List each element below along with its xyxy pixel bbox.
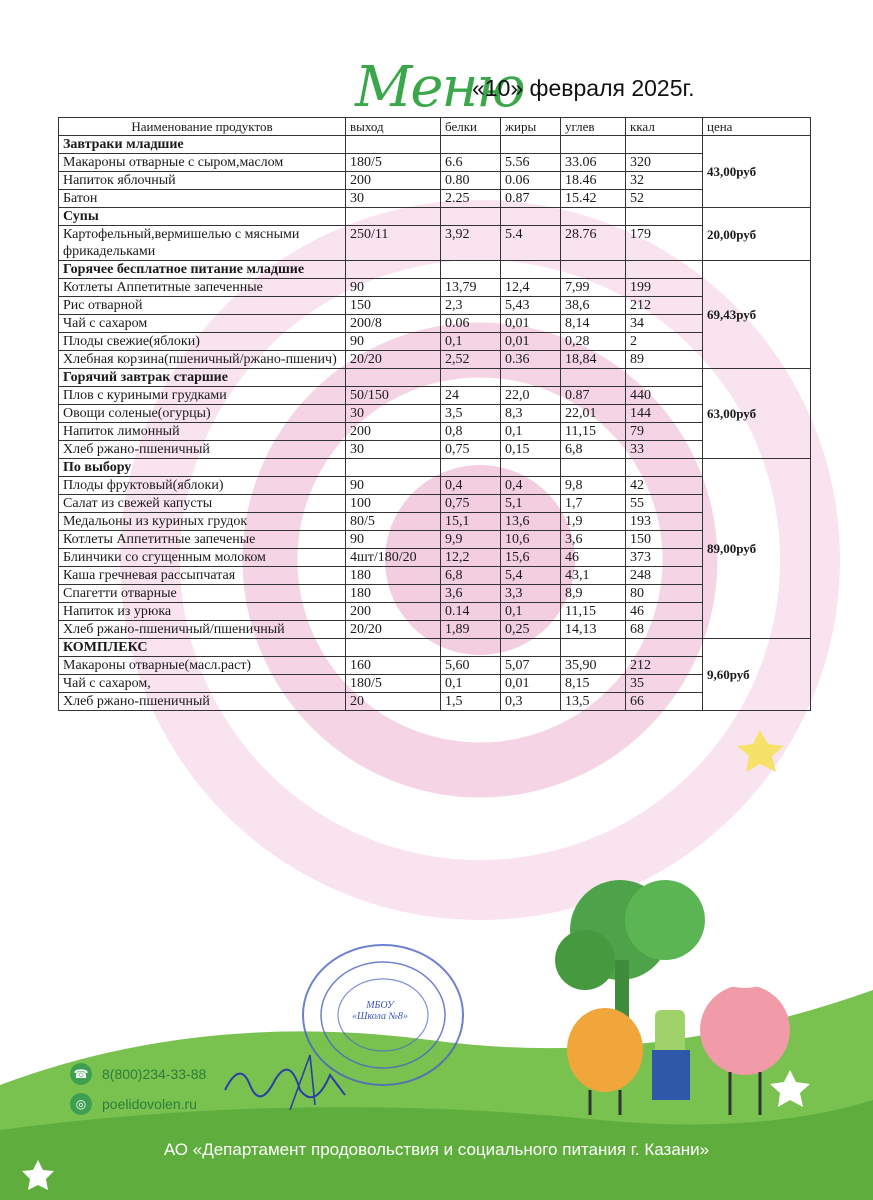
item-f: 10,6	[501, 531, 561, 549]
item-c: 3,6	[561, 531, 626, 549]
item-c: 8,15	[561, 675, 626, 693]
item-p: 0,1	[441, 675, 501, 693]
stamp-text	[340, 1000, 420, 1022]
col-header-name: Наименование продуктов	[59, 118, 346, 136]
menu-title: Меню	[355, 55, 524, 120]
item-name: Макароны отварные(масл.раст)	[59, 657, 346, 675]
menu-item-row	[59, 190, 811, 208]
item-name: Рис отварной	[59, 297, 346, 315]
item-p: 1,89	[441, 621, 501, 639]
stamp-line-2: «Школа №8»	[352, 1011, 408, 1022]
item-f: 0,4	[501, 477, 561, 495]
menu-item-row	[59, 693, 811, 711]
item-f: 0,01	[501, 333, 561, 351]
item-f: 5,43	[501, 297, 561, 315]
item-c: 1,7	[561, 495, 626, 513]
item-k: 32	[626, 172, 703, 190]
menu-item-row	[59, 441, 811, 459]
menu-item-row	[59, 297, 811, 315]
item-k: 2	[626, 333, 703, 351]
item-c: 43,1	[561, 567, 626, 585]
phone-contact[interactable]	[70, 1063, 206, 1085]
item-p: 2,52	[441, 351, 501, 369]
section-title: Горячее бесплатное питание младшие	[59, 261, 346, 279]
item-out: 80/5	[346, 513, 441, 531]
item-name: Котлеты Аппетитные запеченные	[59, 279, 346, 297]
item-k: 320	[626, 154, 703, 172]
item-k: 373	[626, 549, 703, 567]
item-name: Плоды фруктовый(яблоки)	[59, 477, 346, 495]
item-p: 0,75	[441, 495, 501, 513]
item-k: 193	[626, 513, 703, 531]
item-c: 8,14	[561, 315, 626, 333]
menu-item-row	[59, 226, 811, 261]
section-row	[59, 136, 811, 154]
menu-item-row	[59, 549, 811, 567]
item-f: 0,01	[501, 675, 561, 693]
item-f: 22,0	[501, 387, 561, 405]
section-row	[59, 261, 811, 279]
menu-item-row	[59, 423, 811, 441]
item-out: 200	[346, 172, 441, 190]
item-k: 66	[626, 693, 703, 711]
menu-item-row	[59, 279, 811, 297]
section-price: 69,43руб	[703, 261, 811, 369]
item-f: 5.4	[501, 226, 561, 261]
item-p: 0,8	[441, 423, 501, 441]
item-k: 212	[626, 657, 703, 675]
item-k: 144	[626, 405, 703, 423]
item-out: 100	[346, 495, 441, 513]
item-k: 55	[626, 495, 703, 513]
section-row	[59, 459, 811, 477]
item-c: 46	[561, 549, 626, 567]
item-c: 33.06	[561, 154, 626, 172]
item-c: 18.46	[561, 172, 626, 190]
item-f: 0.36	[501, 351, 561, 369]
item-k: 42	[626, 477, 703, 495]
item-name: Блинчики со сгущенным молоком	[59, 549, 346, 567]
item-k: 179	[626, 226, 703, 261]
item-name: Картофельный,вермишелью с мясными фрикадельками	[59, 226, 346, 261]
item-out: 180	[346, 585, 441, 603]
item-out: 180/5	[346, 154, 441, 172]
item-name: Чай с сахаром	[59, 315, 346, 333]
item-p: 15,1	[441, 513, 501, 531]
item-name: Чай с сахаром,	[59, 675, 346, 693]
item-c: 13,5	[561, 693, 626, 711]
website-link: poelidovolen.ru	[102, 1096, 197, 1112]
item-c: 11,15	[561, 423, 626, 441]
item-p: 0,4	[441, 477, 501, 495]
item-p: 24	[441, 387, 501, 405]
menu-item-row	[59, 675, 811, 693]
item-f: 0,1	[501, 423, 561, 441]
item-k: 52	[626, 190, 703, 208]
item-c: 18,84	[561, 351, 626, 369]
section-title: Завтраки младшие	[59, 136, 346, 154]
item-name: Каша гречневая рассыпчатая	[59, 567, 346, 585]
item-out: 180	[346, 567, 441, 585]
item-name: Хлеб ржано-пшеничный	[59, 693, 346, 711]
section-row	[59, 369, 811, 387]
col-header-out: выход	[346, 118, 441, 136]
signature	[220, 1050, 350, 1120]
section-title: Супы	[59, 208, 346, 226]
item-f: 5,1	[501, 495, 561, 513]
footer-organization: АО «Департамент продовольствия и социального питания г. Казани»	[163, 1140, 710, 1159]
item-p: 2,3	[441, 297, 501, 315]
item-out: 160	[346, 657, 441, 675]
menu-item-row	[59, 585, 811, 603]
stamp-line-1: МБОУ	[366, 1000, 394, 1011]
item-out: 30	[346, 441, 441, 459]
item-f: 5,07	[501, 657, 561, 675]
menu-item-row	[59, 495, 811, 513]
item-f: 0,1	[501, 603, 561, 621]
section-price: 63,00руб	[703, 369, 811, 459]
item-f: 0.87	[501, 190, 561, 208]
item-out: 200/8	[346, 315, 441, 333]
col-header-fat: жиры	[501, 118, 561, 136]
item-f: 15,6	[501, 549, 561, 567]
item-f: 5,4	[501, 567, 561, 585]
item-k: 199	[626, 279, 703, 297]
item-p: 0.06	[441, 315, 501, 333]
item-out: 200	[346, 603, 441, 621]
col-header-carbs: углев	[561, 118, 626, 136]
item-c: 11,15	[561, 603, 626, 621]
item-c: 28.76	[561, 226, 626, 261]
item-f: 3,3	[501, 585, 561, 603]
website-contact[interactable]	[70, 1093, 197, 1115]
section-title: КОМПЛЕКС	[59, 639, 346, 657]
item-p: 6,8	[441, 567, 501, 585]
item-p: 1,5	[441, 693, 501, 711]
item-p: 3,5	[441, 405, 501, 423]
item-p: 0,1	[441, 333, 501, 351]
item-c: 0,28	[561, 333, 626, 351]
section-row	[59, 639, 811, 657]
item-c: 38,6	[561, 297, 626, 315]
item-out: 90	[346, 531, 441, 549]
menu-item-row	[59, 351, 811, 369]
item-f: 0.06	[501, 172, 561, 190]
item-c: 9,8	[561, 477, 626, 495]
item-k: 33	[626, 441, 703, 459]
item-k: 46	[626, 603, 703, 621]
phone-icon: ☎	[70, 1063, 92, 1085]
menu-item-row	[59, 405, 811, 423]
item-p: 0.14	[441, 603, 501, 621]
item-out: 90	[346, 477, 441, 495]
item-k: 248	[626, 567, 703, 585]
item-c: 0.87	[561, 387, 626, 405]
item-c: 7,99	[561, 279, 626, 297]
section-row	[59, 208, 811, 226]
item-f: 13,6	[501, 513, 561, 531]
item-c: 15.42	[561, 190, 626, 208]
item-out: 30	[346, 190, 441, 208]
section-price: 89,00руб	[703, 459, 811, 639]
item-out: 4шт/180/20	[346, 549, 441, 567]
item-f: 0,3	[501, 693, 561, 711]
item-f: 5.56	[501, 154, 561, 172]
item-out: 50/150	[346, 387, 441, 405]
item-f: 8,3	[501, 405, 561, 423]
menu-date: «10» февраля 2025г.	[472, 75, 695, 101]
item-name: Плоды свежие(яблоки)	[59, 333, 346, 351]
item-p: 12,2	[441, 549, 501, 567]
item-c: 35,90	[561, 657, 626, 675]
menu-table	[58, 117, 811, 711]
item-c: 8,9	[561, 585, 626, 603]
item-p: 3,92	[441, 226, 501, 261]
menu-item-row	[59, 621, 811, 639]
col-header-protein: белки	[441, 118, 501, 136]
item-k: 34	[626, 315, 703, 333]
item-name: Макароны отварные с сыром,маслом	[59, 154, 346, 172]
item-k: 440	[626, 387, 703, 405]
item-name: Медальоны из куриных грудок	[59, 513, 346, 531]
menu-item-row	[59, 333, 811, 351]
item-name: Овощи соленые(огурцы)	[59, 405, 346, 423]
section-title: По выбору	[59, 459, 346, 477]
item-out: 20	[346, 693, 441, 711]
menu-item-row	[59, 387, 811, 405]
phone-number: 8(800)234-33-88	[102, 1066, 207, 1082]
item-name: Напиток яблочный	[59, 172, 346, 190]
item-k: 68	[626, 621, 703, 639]
menu-item-row	[59, 531, 811, 549]
item-p: 9,9	[441, 531, 501, 549]
item-out: 180/5	[346, 675, 441, 693]
item-name: Хлебная корзина(пшеничный/ржано-пшенич)	[59, 351, 346, 369]
item-name: Батон	[59, 190, 346, 208]
item-name: Котлеты Аппетитные запеченые	[59, 531, 346, 549]
item-out: 150	[346, 297, 441, 315]
item-f: 0,01	[501, 315, 561, 333]
item-p: 3,6	[441, 585, 501, 603]
menu-item-row	[59, 477, 811, 495]
menu-item-row	[59, 172, 811, 190]
item-k: 80	[626, 585, 703, 603]
globe-icon: ◎	[70, 1093, 92, 1115]
item-k: 212	[626, 297, 703, 315]
item-name: Спагетти отварные	[59, 585, 346, 603]
item-p: 5,60	[441, 657, 501, 675]
item-f: 0,25	[501, 621, 561, 639]
col-header-price: цена	[703, 118, 811, 136]
item-out: 200	[346, 423, 441, 441]
item-out: 30	[346, 405, 441, 423]
item-out: 20/20	[346, 351, 441, 369]
item-out: 90	[346, 333, 441, 351]
item-c: 22,01	[561, 405, 626, 423]
menu-item-row	[59, 567, 811, 585]
item-out: 90	[346, 279, 441, 297]
menu-item-row	[59, 513, 811, 531]
section-title: Горячий завтрак старшие	[59, 369, 346, 387]
item-c: 6,8	[561, 441, 626, 459]
section-price: 9,60руб	[703, 639, 811, 711]
item-f: 0,15	[501, 441, 561, 459]
item-name: Хлеб ржано-пшеничный/пшеничный	[59, 621, 346, 639]
item-p: 6.6	[441, 154, 501, 172]
item-k: 89	[626, 351, 703, 369]
item-name: Напиток лимонный	[59, 423, 346, 441]
item-k: 150	[626, 531, 703, 549]
item-name: Плов с куриными грудками	[59, 387, 346, 405]
menu-item-row	[59, 154, 811, 172]
item-c: 1,9	[561, 513, 626, 531]
item-name: Салат из свежей капусты	[59, 495, 346, 513]
item-out: 20/20	[346, 621, 441, 639]
item-f: 12,4	[501, 279, 561, 297]
item-p: 2.25	[441, 190, 501, 208]
item-p: 13,79	[441, 279, 501, 297]
item-k: 79	[626, 423, 703, 441]
item-p: 0,75	[441, 441, 501, 459]
section-price: 43,00руб	[703, 136, 811, 208]
item-p: 0.80	[441, 172, 501, 190]
item-k: 35	[626, 675, 703, 693]
menu-item-row	[59, 657, 811, 675]
section-price: 20,00руб	[703, 208, 811, 261]
col-header-kcal: ккал	[626, 118, 703, 136]
menu-item-row	[59, 315, 811, 333]
menu-item-row	[59, 603, 811, 621]
item-name: Напиток из урюка	[59, 603, 346, 621]
item-c: 14,13	[561, 621, 626, 639]
item-name: Хлеб ржано-пшеничный	[59, 441, 346, 459]
item-out: 250/11	[346, 226, 441, 261]
